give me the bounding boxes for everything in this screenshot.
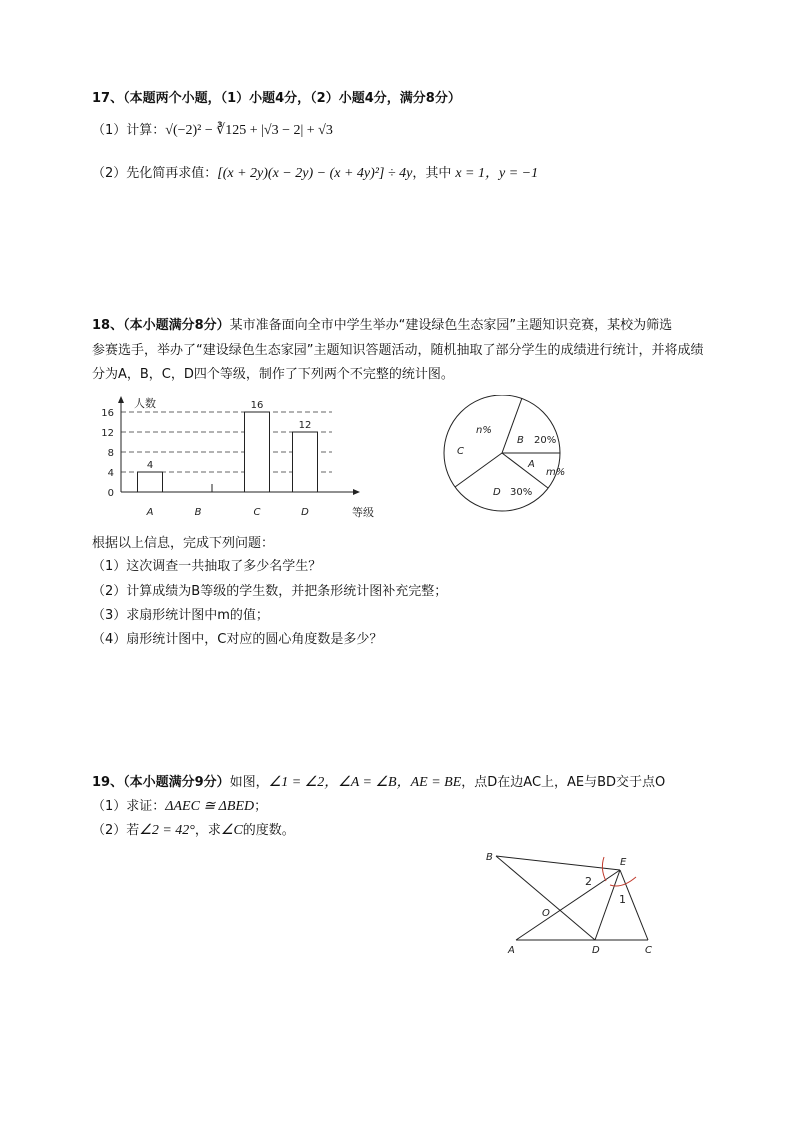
q19-line1: [92, 774, 665, 792]
y-tick-label-4: 4: [107, 468, 114, 479]
q18-intro3: 分为A，B，C，D四个等级，制作了下列两个不完整的统计图。: [92, 367, 454, 382]
q17-header: 17、（本题两个小题，（1）小题4分，（2）小题4分，满分8分）: [92, 91, 461, 106]
y-tick-label-0: 0: [107, 488, 114, 499]
q17-part2-expression: [(x + 2y)(x − 2y) − (x + 4y)²] ÷ 4y: [217, 166, 413, 181]
bar-chart: [100, 392, 390, 522]
bar-C: [245, 412, 270, 492]
pie-slice-a-label: A: [528, 459, 535, 470]
bar-value-label-D: 12: [298, 420, 312, 431]
y-tick-label-16: 16: [101, 408, 114, 419]
label-e: E: [620, 857, 627, 868]
q19-given: ∠1 = ∠2，∠A = ∠B，AE = BE: [268, 775, 462, 790]
y-tick-label-12: 12: [101, 428, 114, 439]
pie-slice-b-value: 20%: [534, 435, 557, 446]
angle-arc-2: [602, 857, 606, 881]
q18-question-3: （3）求扇形统计图中m的值；: [92, 608, 269, 623]
q19-intro-b: ，点D在边AC上，AE与BD交于点O: [461, 775, 666, 790]
x-tick-label-A: A: [146, 507, 154, 518]
pie-chart: [440, 395, 570, 515]
q19-part1-label: （1）求证：: [92, 799, 166, 814]
x-axis-arrow: [353, 489, 360, 495]
q19-part2-expression: ∠2 = 42°: [139, 823, 195, 838]
y-axis-label: 人数: [134, 397, 156, 410]
pie-slice-b-label: B: [517, 435, 524, 446]
q18-question-2: （2）计算成绩为B等级的学生数，并把条形统计图补充完整；: [92, 584, 448, 599]
q17-part1-expression: √(−2)² − ∛125 + |√3 − 2| + √3: [165, 123, 333, 138]
pie-slice-d-label: D: [493, 487, 501, 498]
label-a: A: [508, 945, 515, 956]
bar-A: [138, 472, 163, 492]
bar-value-label-A: 4: [146, 460, 154, 471]
q19-part2-mid: ，求: [194, 823, 221, 838]
x-tick-label-D: D: [301, 507, 309, 518]
pie-divider-d-c: [455, 453, 502, 487]
pie-slice-d-value: 30%: [510, 487, 533, 498]
bar-value-label-C: 16: [250, 400, 264, 411]
q19-part2: [92, 822, 295, 840]
pie-slice-a-value: m%: [546, 467, 566, 478]
label-angle-1: 1: [619, 893, 626, 906]
q17-part1: [92, 122, 333, 140]
q19-intro-a: 如图，: [229, 775, 269, 790]
q19-part2-end: 的度数。: [242, 823, 295, 838]
segment-ae: [516, 870, 620, 940]
pie-slice-c-label: C: [457, 446, 464, 457]
q19-part1-expression: ΔAEC ≅ ΔBED: [165, 799, 255, 814]
label-o: O: [542, 908, 550, 919]
x-tick-label-B: B: [194, 507, 202, 518]
q19-part2-expression2: ∠C: [220, 823, 243, 838]
q17-part2-condition: x = 1，y = −1: [455, 166, 539, 181]
label-d: D: [592, 945, 600, 956]
q17-part1-label: （1）计算：: [92, 123, 166, 138]
q18-intro1: 某市准备面向全市中学生举办“建设绿色生态家园”主题知识竞赛，某校为筛选: [229, 318, 673, 333]
q19-part1-end: ；: [254, 799, 268, 814]
q18-intro2: 参赛选手，举办了“建设绿色生态家园”主题知识答题活动，随机抽取了部分学生的成绩进行统计，并将成绩: [92, 343, 704, 358]
q19-header: 19、（本小题满分9分）: [92, 775, 230, 790]
q18-prompt: 根据以上信息，完成下列问题：: [92, 536, 275, 551]
pie-divider-a-d: [502, 453, 548, 488]
q19-part2-label: （2）若: [92, 823, 140, 838]
label-c: C: [645, 945, 652, 956]
q18-question-4: （4）扇形统计图中，C对应的圆心角度数是多少？: [92, 632, 383, 647]
q19-part1: [92, 798, 267, 816]
bar-D: [293, 432, 318, 492]
x-axis-label: 等级: [352, 506, 374, 519]
q17-part2-label: （2）先化简再求值：: [92, 166, 218, 181]
x-tick-label-C: C: [253, 507, 261, 518]
q17-part2-condition-prefix: ，其中: [412, 166, 452, 181]
label-angle-2: 2: [585, 875, 592, 888]
segment-be: [496, 856, 620, 870]
y-tick-label-8: 8: [107, 448, 114, 459]
q18-line1: [92, 317, 672, 335]
segment-bd: [496, 856, 595, 940]
q18-header: 18、（本小题满分8分）: [92, 318, 230, 333]
label-b: B: [486, 852, 493, 863]
q18-question-1: （1）这次调查一共抽取了多少名学生？: [92, 559, 322, 574]
q17-part2: [92, 165, 538, 183]
geometry-figure: [480, 845, 670, 960]
y-axis-arrow: [118, 396, 124, 403]
segment-de: [595, 870, 620, 940]
pie-slice-c-value: n%: [476, 425, 492, 436]
